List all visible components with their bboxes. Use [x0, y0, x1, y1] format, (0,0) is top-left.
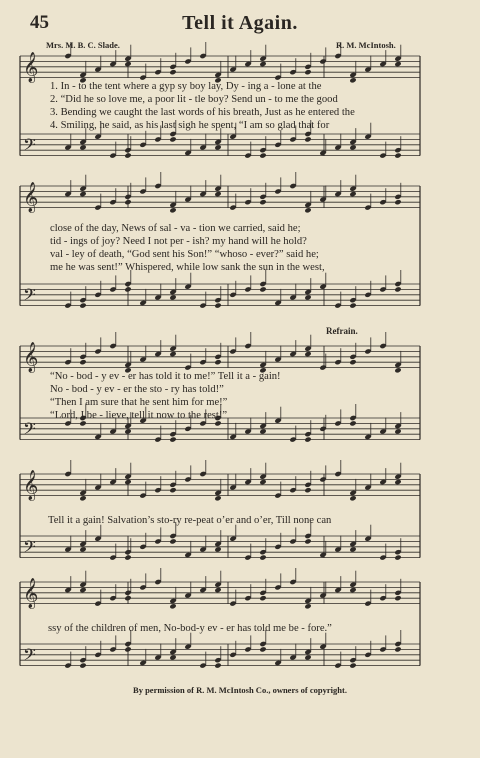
note-head	[169, 351, 176, 357]
lyricist-credit: Mrs. M. B. C. Slade.	[46, 40, 120, 50]
note-head	[79, 662, 86, 668]
note-head	[79, 495, 86, 501]
note-head	[214, 359, 221, 365]
note-head	[394, 479, 401, 485]
refrain-lyric-line: Tell it a gain! Salvation’s sto-ry re-peat o’er and o’er, Till none can	[48, 515, 332, 526]
note-head	[169, 603, 176, 609]
page-number: 45	[30, 12, 49, 33]
note-head	[169, 69, 176, 75]
note-head	[349, 359, 356, 365]
treble-clef-icon: 𝄞	[23, 578, 39, 609]
note-head	[169, 538, 176, 544]
bass-clef-icon: 𝄢	[23, 644, 36, 669]
note-head	[259, 646, 266, 652]
note-head	[169, 136, 176, 142]
treble-clef-icon: 𝄞	[23, 52, 39, 83]
note-head	[304, 487, 311, 493]
note-head	[169, 207, 176, 213]
note-head	[394, 286, 401, 292]
verse-line-3: “Then I am sure that he sent him for me!”	[50, 397, 228, 408]
note-head	[349, 191, 356, 197]
verse-line-4: me he was sent!” Whispered, while low sank the sun in the west,	[50, 262, 325, 273]
note-head	[394, 367, 401, 373]
verse-line-2: tid - ings of joy? Need I not per - ish? my hand will he hold?	[50, 236, 307, 247]
note-head	[79, 191, 86, 197]
verse-line-1: “No - bod - y ev - er has told it to me!” Tell it a - gain!	[50, 371, 281, 382]
note-head	[304, 69, 311, 75]
note-head	[349, 302, 356, 308]
note-head	[304, 654, 311, 660]
note-head	[259, 286, 266, 292]
note-head	[349, 77, 356, 83]
note-head	[214, 662, 221, 668]
note-head	[304, 207, 311, 213]
note-head	[259, 61, 266, 67]
hymn-title: Tell it Again.	[182, 12, 298, 34]
note-head	[349, 420, 356, 426]
verse-line-3: 3. Bending we caught the last words of his breath, Just as he entered the	[50, 107, 355, 118]
refrain-label: Refrain.	[326, 326, 358, 336]
note-head	[349, 144, 356, 150]
note-head	[214, 144, 221, 150]
note-head	[394, 199, 401, 205]
note-head	[394, 61, 401, 67]
note-head	[304, 603, 311, 609]
note-head	[304, 538, 311, 544]
treble-clef-icon: 𝄞	[23, 182, 39, 213]
note-head	[394, 152, 401, 158]
verse-line-1: close of the day, News of sal - va - tion we carried, said he;	[50, 223, 301, 234]
note-head	[169, 294, 176, 300]
note-head	[304, 136, 311, 142]
note-head	[169, 436, 176, 442]
note-head	[169, 654, 176, 660]
note-head	[79, 546, 86, 552]
bass-clef-icon: 𝄢	[23, 134, 36, 159]
note-head	[79, 359, 86, 365]
note-head	[394, 428, 401, 434]
bass-clef-icon: 𝄢	[23, 284, 36, 309]
note-head	[79, 587, 86, 593]
note-head	[259, 479, 266, 485]
note-head	[259, 428, 266, 434]
note-head	[259, 554, 266, 560]
copyright-footer: By permission of R. M. McIntosh Co., owners of copyright.	[133, 685, 347, 695]
bass-clef-icon: 𝄢	[23, 418, 36, 443]
note-head	[214, 302, 221, 308]
note-head	[394, 595, 401, 601]
refrain-lyric-line: ssy of the children of men, No-bod-y ev - er has told me be - fore.”	[48, 623, 332, 634]
note-head	[349, 495, 356, 501]
treble-clef-icon: 𝄞	[23, 342, 39, 373]
note-head	[349, 587, 356, 593]
note-head	[259, 199, 266, 205]
note-head	[214, 495, 221, 501]
verse-line-2: 2. “Did he so love me, a poor lit - tle boy? Send un - to me the good	[50, 94, 338, 105]
note-head	[259, 595, 266, 601]
note-head	[304, 351, 311, 357]
composer-credit: R. M. McIntosh.	[336, 40, 396, 50]
verse-line-4: 4. Smiling, he said, as his last sigh he spent, “I am so glad that for	[50, 120, 330, 131]
verse-line-2: No - bod - y ev - er the sto - ry has told!”	[50, 384, 224, 395]
verse-line-4: “Lord, I be - lieve, tell it now to the rest!”	[50, 410, 228, 421]
note-head	[214, 587, 221, 593]
note-head	[349, 662, 356, 668]
note-head	[394, 646, 401, 652]
note-head	[349, 546, 356, 552]
treble-clef-icon: 𝄞	[23, 470, 39, 501]
note-head	[304, 294, 311, 300]
bass-clef-icon: 𝄢	[23, 536, 36, 561]
note-head	[259, 152, 266, 158]
note-head	[304, 436, 311, 442]
note-head	[394, 554, 401, 560]
note-head	[169, 487, 176, 493]
note-head	[79, 144, 86, 150]
note-head	[79, 302, 86, 308]
verse-line-3: val - ley of death, “God sent his Son!” “whoso - ever?” said he;	[50, 249, 319, 260]
verse-line-1: 1. In - to the tent where a gyp sy boy lay, Dy - ing a - lone at the	[50, 81, 322, 92]
note-head	[214, 191, 221, 197]
note-head	[214, 546, 221, 552]
